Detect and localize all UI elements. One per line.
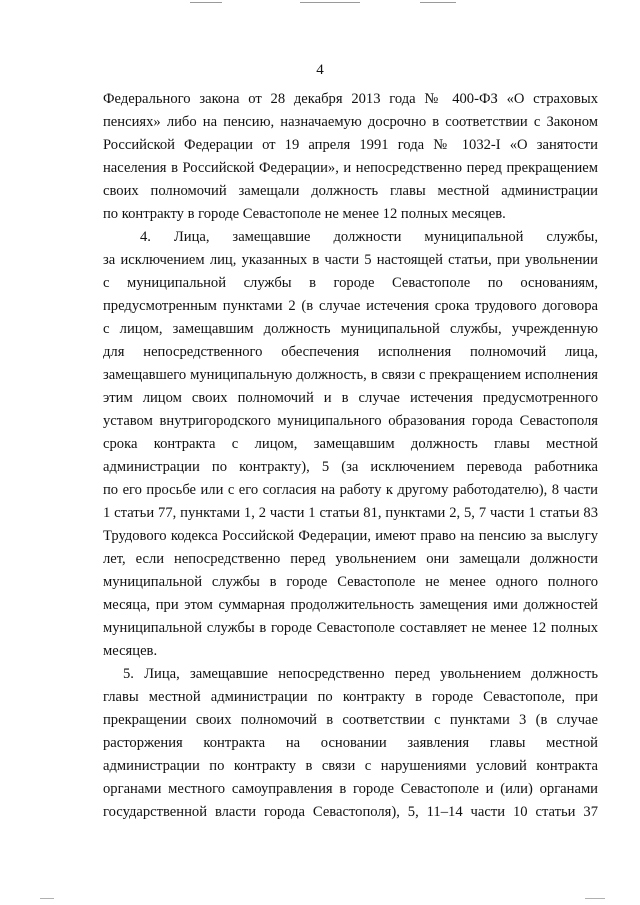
text-line: месяца, при этом суммарная продолжительность замещения ими должностей [103,597,598,613]
text-line: населения в Российской Федерации», и непосредственно перед прекращением [103,160,598,176]
text-line: 1 статьи 77, пунктами 1, 2 части 1 статьи 81, пунктами 2, 5, 7 части 1 статьи 83 [103,505,598,521]
text-line: с лицом, замещавшим должность муниципальной службы, учрежденную [103,321,598,337]
scan-top-edge-mark [190,2,222,3]
page-number: 4 [316,62,324,78]
text-line: для непосредственного обеспечения исполнения полномочий лица, [103,344,598,360]
paragraph-5-start: 5. Лица, замещавшие непосредственно перед увольнением должность [123,666,598,682]
text-line: за исключением лиц, указанных в части 5 настоящей статьи, при увольнении [103,252,598,268]
text-line: предусмотренным пунктами 2 (в случае истечения срока трудового договора [103,298,598,314]
text-line: замещавшего муниципальную должность, в связи с прекращением исполнения [103,367,598,383]
text-line: Трудового кодекса Российской Федерации, имеют право на пенсию за выслугу [103,528,598,544]
text-line: Федерального закона от 28 декабря 2013 года № 400-ФЗ «О страховых [103,91,598,107]
text-line: прекращении своих полномочий в соответствии с пунктами 3 (в случае [103,712,598,728]
text-line: муниципальной службы в городе Севастополе составляет не менее 12 полных [103,620,598,636]
text-line: администрации по контракту), 5 (за исключением перевода работника [103,459,598,475]
text-line: по контракту в городе Севастополе не менее 12 полных месяцев. [103,206,506,222]
text-line: государственной власти города Севастополя), 5, 11–14 части 10 статьи 37 [103,804,598,820]
text-line: администрации по контракту в связи с нарушениями условий контракта [103,758,598,774]
document-body [103,88,598,824]
text-line: Российской Федерации от 19 апреля 1991 года № 1032-I «О занятости [103,137,598,153]
text-line: срока контракта с лицом, замещавшим должность главы местной [103,436,598,452]
scan-bottom-edge-mark [585,898,605,899]
text-line: муниципальной службы в городе Севастополе не менее одного полного [103,574,598,590]
text-line: месяцев. [103,643,158,659]
text-line: уставом внутригородского муниципального образования города Севастополя [103,413,598,429]
scan-top-edge-mark [420,2,456,3]
text-line: по его просьбе или с его согласия на работу к другому работодателю), 8 части [103,482,598,498]
scan-bottom-edge-mark [40,898,54,899]
scan-top-edge-mark [300,2,360,3]
text-line: главы местной администрации по контракту в городе Севастополе, при [103,689,598,705]
text-line: этим лицом своих полномочий и в случае истечения предусмотренного [103,390,598,406]
text-line: пенсиях» либо на пенсию, назначаемую досрочно в соответствии с Законом [103,114,598,130]
text-line: с муниципальной службы в городе Севастополе по основаниям, [103,275,598,291]
text-line: лет, если непосредственно перед увольнением они замещали должности [103,551,598,567]
text-line: расторжения контракта на основании заявления главы местной [103,735,598,751]
paragraph-4-start: 4. Лица, замещавшие должности муниципальной службы, [140,229,598,245]
text-line: своих полномочий замещали должность главы местной администрации [103,183,598,199]
text-line: органами местного самоуправления в городе Севастополе и (или) органами [103,781,598,797]
